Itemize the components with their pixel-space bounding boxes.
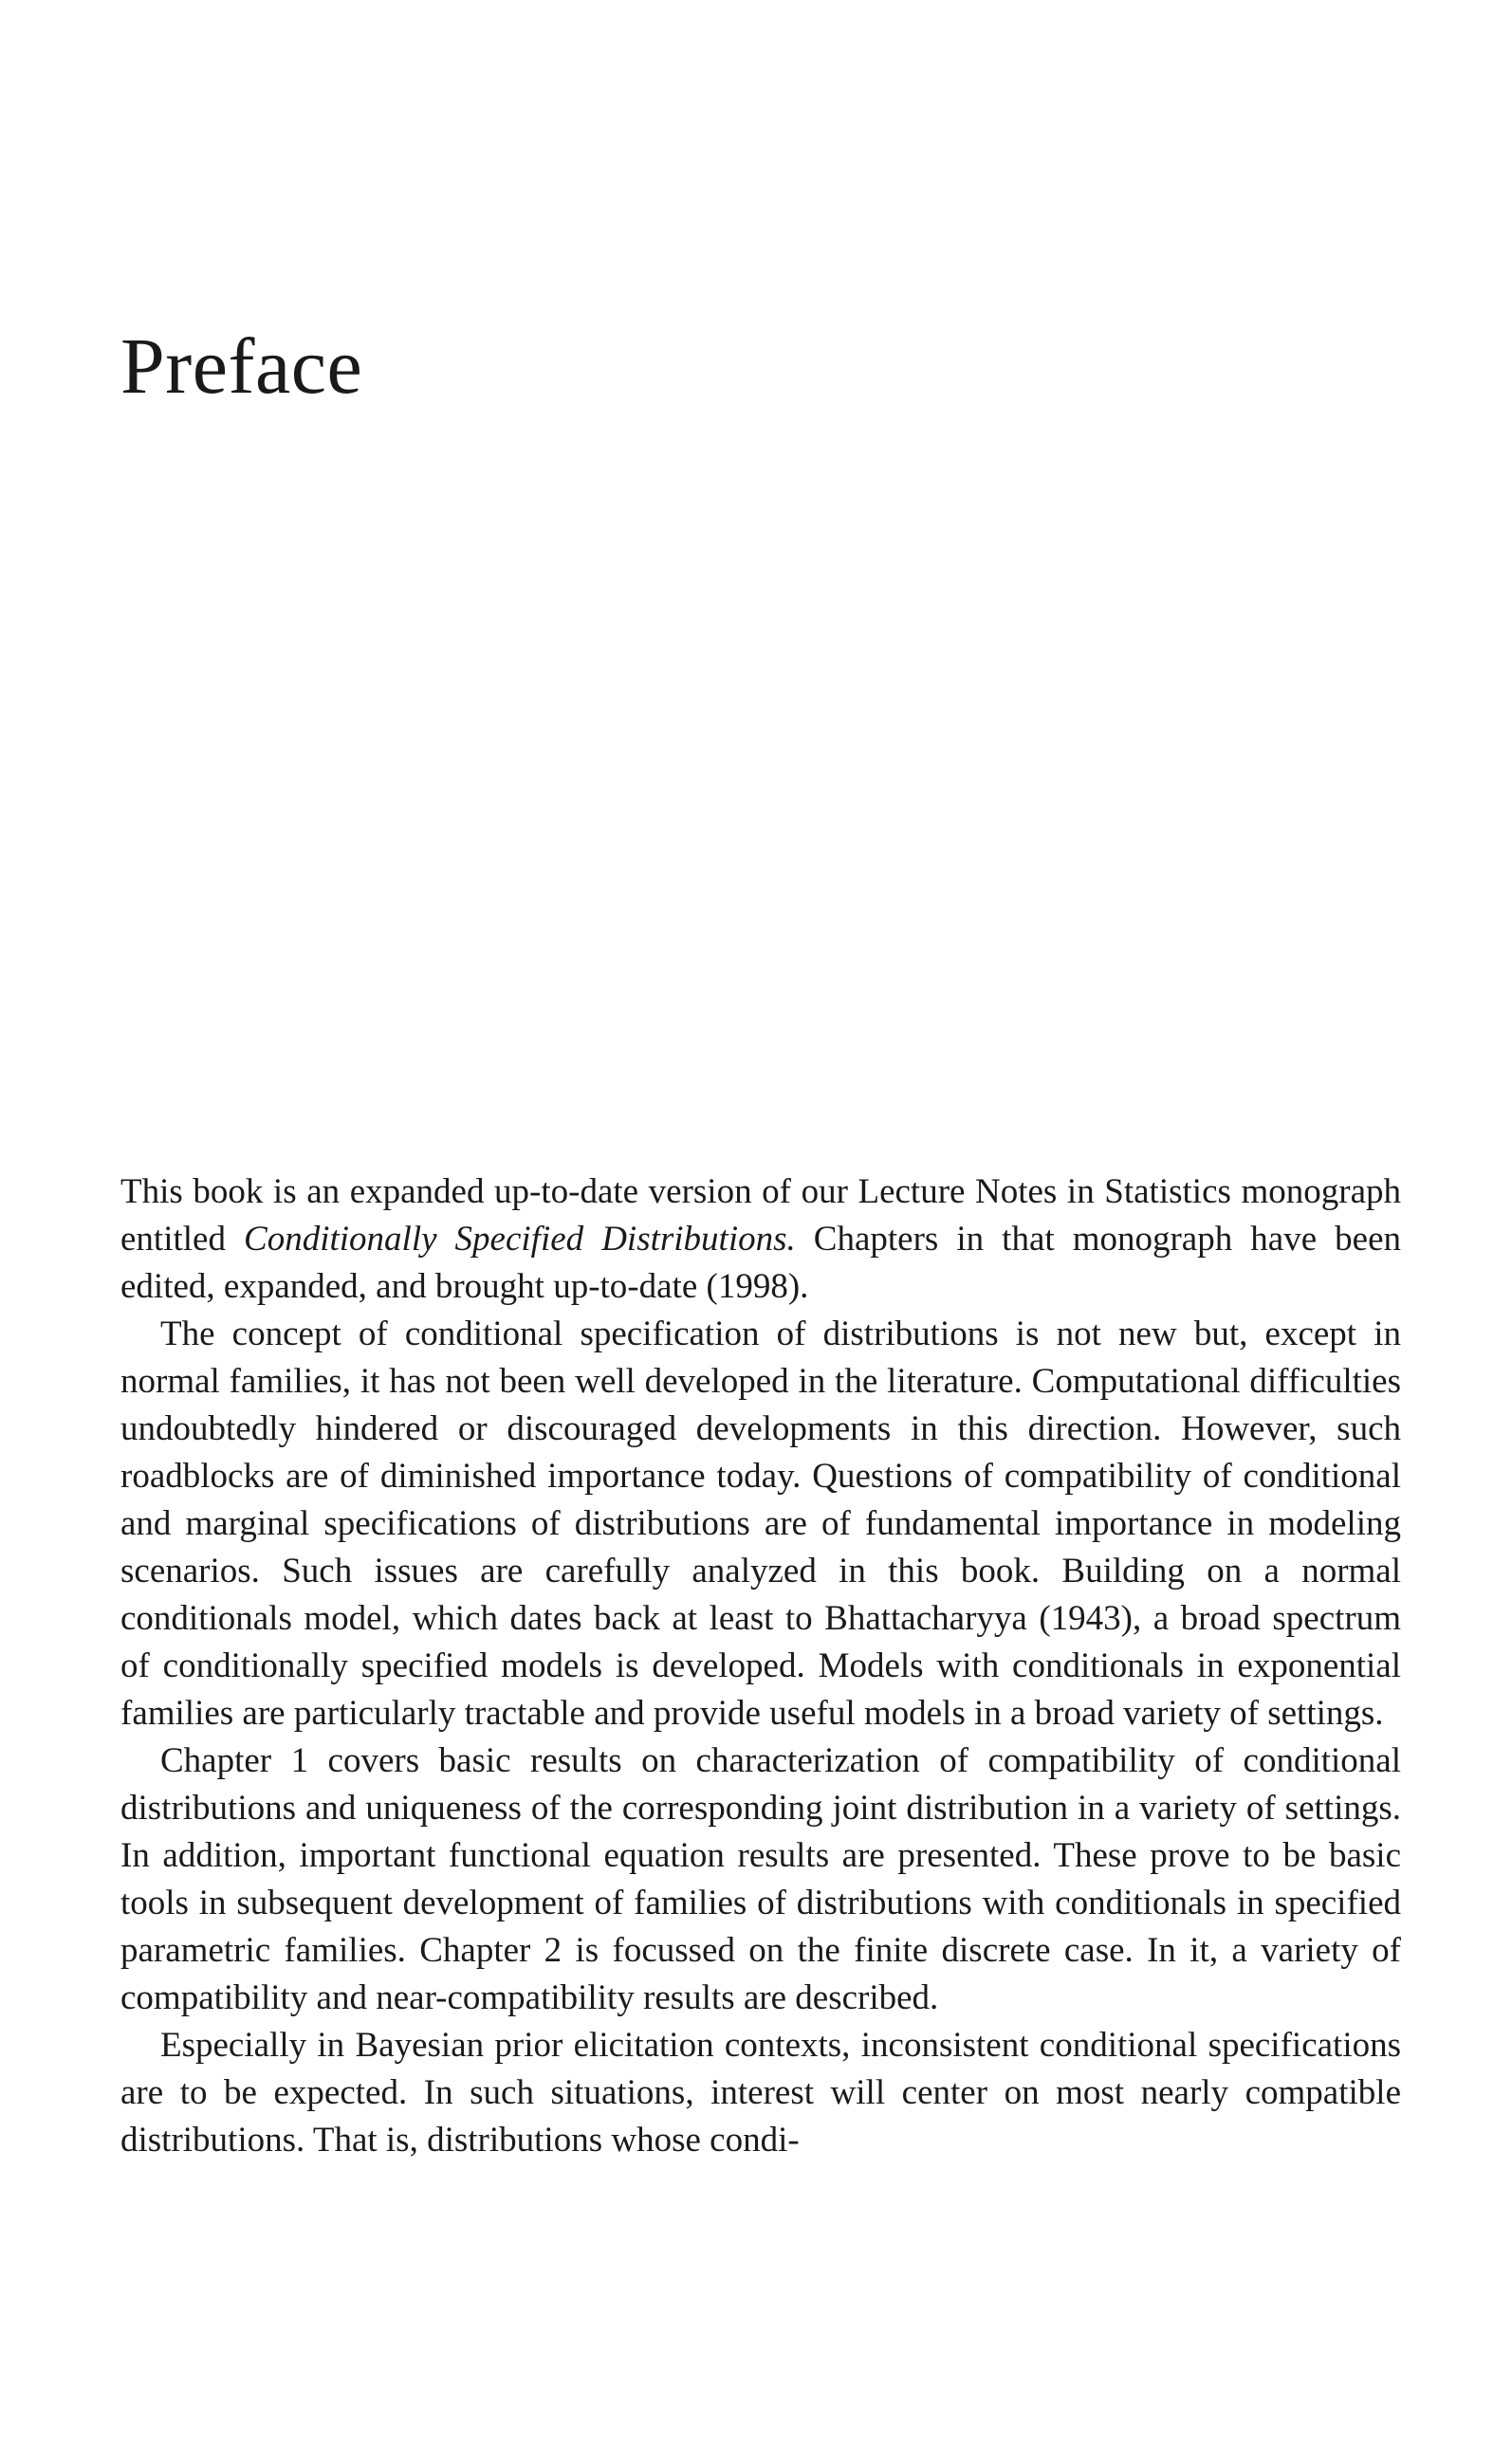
paragraph-3: Chapter 1 covers basic results on characterization of compatibility of conditional distributions and uniqueness of the corresponding joint distribution in a variety of settings. In addition, important functional equation results are presented. These prove to be basic tools in subsequent development of families of distributions with conditionals in specified parametric families. Chapter 2 is focussed on the finite discrete case. In it, a variety of compatibility and near-compatibility results are described. [120,1741,1401,2017]
preface-body [120,1168,1401,2164]
paragraph-1-text-a: This book is an expanded up-to-date version of our Lecture Notes in Statistics monograph entitled [120,1172,1401,1259]
paragraph-2: The concept of conditional specification of distributions is not new but, except in normal families, it has not been well developed in the literature. Computational difficulties undoubtedly hindered or discouraged developments in this direction. However, such roadblocks are of diminished importance today. Questions of compatibility of conditional and marginal specifications of distributions are of fundamental importance in modeling scenarios. Such issues are carefully analyzed in this book. Building on a normal conditionals model, which dates back at least to Bhattacharyya (1943), a broad spectrum of conditionally specified models is developed. Models with conditionals in exponential families are particularly tractable and provide useful models in a broad variety of settings. [120,1315,1401,1733]
monograph-title: Conditionally Specified Distributions. [244,1220,796,1259]
paragraph-4: Especially in Bayesian prior elicitation contexts, inconsistent conditional specifications are to be expected. In such situations, interest will center on most nearly compatible distributions. That is, distributions whose condi- [120,2026,1401,2160]
chapter-title: Preface [120,322,363,411]
paragraph-1 [120,1168,1401,1311]
paragraph-1-text-b: Chapters in that monograph have been edited, expanded, and brought up-to-date (1998). [120,1220,1401,1306]
